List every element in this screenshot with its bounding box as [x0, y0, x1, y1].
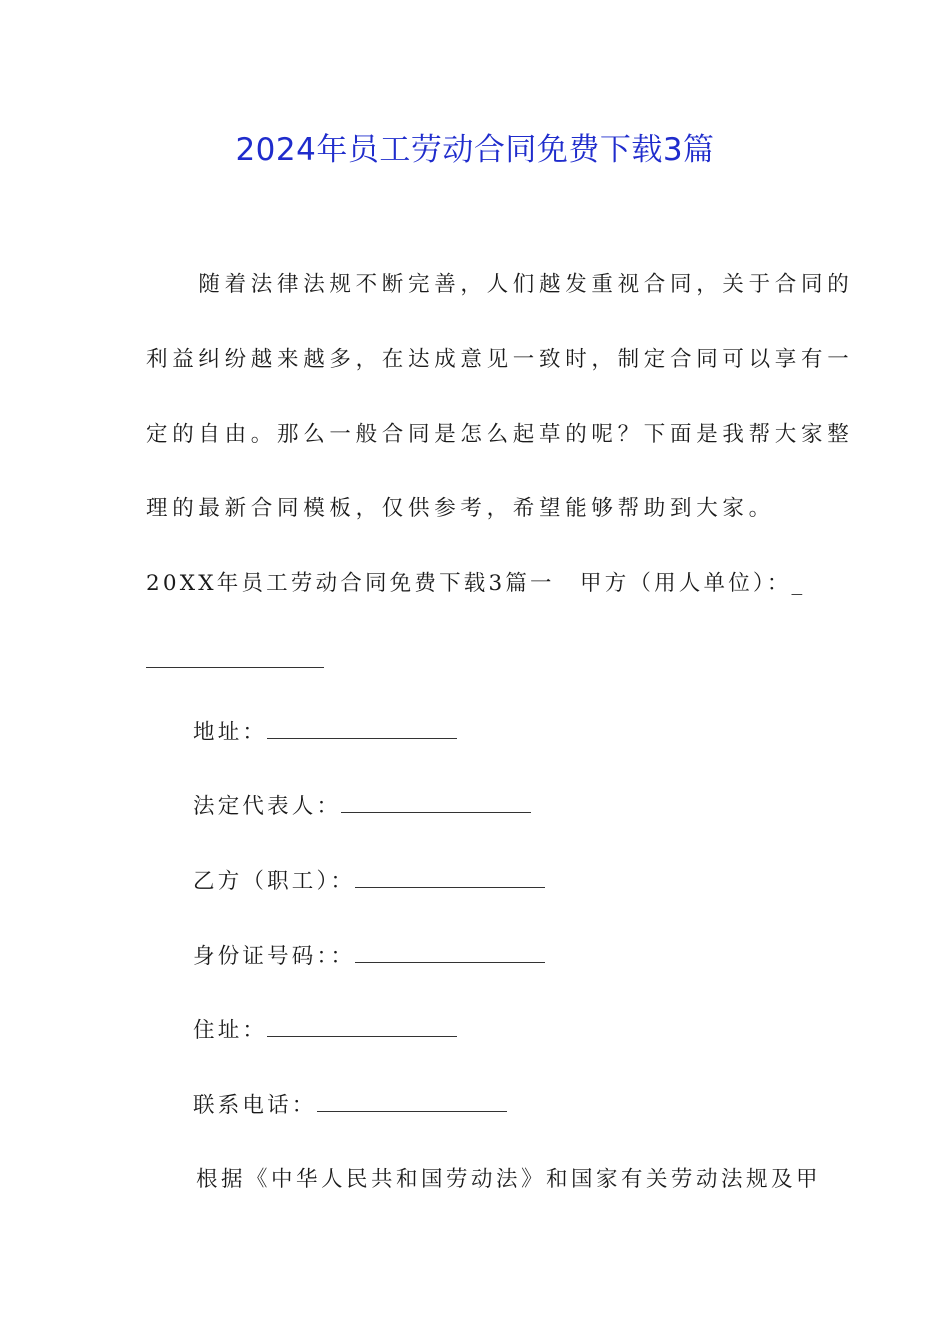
intro-paragraph-line-2: 利益纠纷越来越多，在达成意见一致时，制定合同可以享有一	[146, 347, 854, 372]
party-a-label: 甲方（用人单位）：_	[580, 571, 806, 596]
phone-label: 联系电话：	[193, 1093, 317, 1118]
legal-representative-label: 法定代表人：	[193, 794, 342, 819]
id-number-label: 身份证号码：：	[193, 944, 356, 969]
residence-blank	[267, 1016, 457, 1037]
party-b-label: 乙方（职工）：	[193, 869, 356, 894]
id-number-blank	[355, 942, 545, 963]
party-b-field	[193, 867, 545, 897]
address-field	[193, 718, 457, 748]
party-b-blank	[355, 867, 545, 888]
page-title: 2024年员工劳动合同免费下载3篇	[235, 132, 715, 168]
residence-field	[193, 1016, 457, 1046]
legal-representative-field	[193, 792, 531, 822]
residence-label: 住址：	[193, 1018, 268, 1043]
section-heading: 20XX年员工劳动合同免费下载3篇一	[146, 571, 555, 596]
intro-paragraph-line-3: 定的自由。那么一般合同是怎么起草的呢？下面是我帮大家整	[146, 422, 854, 447]
intro-paragraph-line-1: 随着法律法规不断完善，人们越发重视合同，关于合同的	[146, 272, 854, 297]
closing-line: 根据《中华人民共和国劳动法》和国家有关劳动法规及甲	[196, 1167, 822, 1192]
intro-paragraph-line-4: 理的最新合同模板，仅供参考，希望能够帮助到大家。	[146, 496, 775, 521]
legal-representative-blank	[341, 792, 531, 813]
id-number-field	[193, 942, 545, 972]
address-blank	[267, 718, 457, 739]
address-label: 地址：	[193, 720, 268, 745]
phone-field	[193, 1091, 507, 1121]
phone-blank	[317, 1091, 507, 1112]
party-a-blank	[146, 667, 324, 668]
